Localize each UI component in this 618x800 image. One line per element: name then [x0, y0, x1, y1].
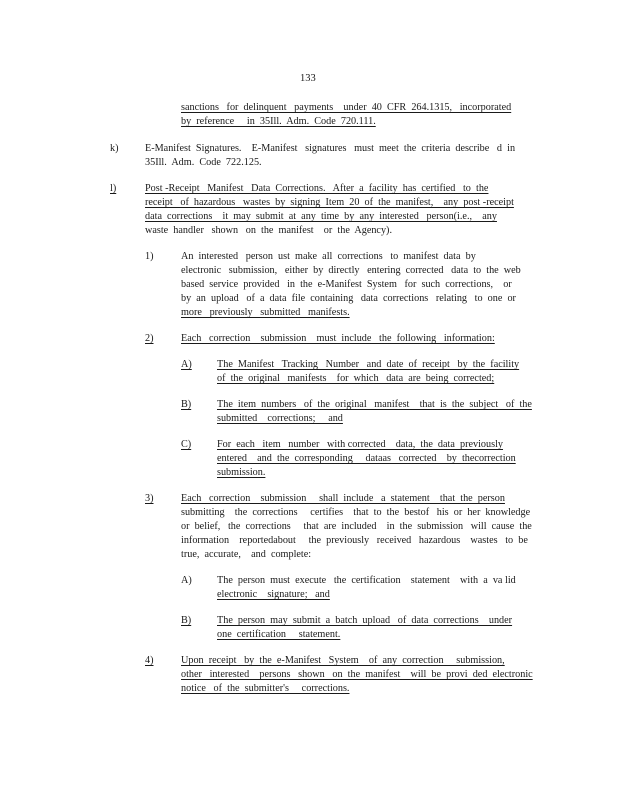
item-4-line: Upon receipt by the e-Manifest System of any correction submission,: [181, 655, 505, 666]
item-2-label: 2): [145, 333, 154, 344]
item-2b-line: The item numbers of the original manifest that is the subject of the: [217, 399, 532, 410]
subsection-k-line: 35Ill. Adm. Code 722.125.: [145, 157, 262, 168]
subsection-k-line: E-Manifest Signatures. E-Manifest signatures must meet the criteria describe d in: [145, 143, 516, 154]
item-3-label: 3): [145, 493, 154, 504]
item-3b-line: The person may submit a batch upload of data corrections under: [217, 615, 513, 626]
item-3-line: true, accurate, and complete:: [181, 549, 312, 560]
item-2c-label: C): [181, 439, 192, 450]
item-4-line: notice of the submitter's corrections.: [181, 683, 350, 694]
item-1-line: An interested person ust make all corrections to manifest data by: [181, 251, 476, 262]
intro-line: sanctions for delinquent payments under 40 CFR 264.1315, incorporated: [181, 102, 512, 113]
item-3-line: information reportedabout the previously received hazardous wastes to be: [181, 535, 528, 546]
item-2a-label: A): [181, 359, 192, 370]
item-3-line: or belief, the corrections that are included in the submission will cause the: [181, 521, 532, 532]
item-1-line: electronic submission, either by directly entering corrected data to the web: [181, 265, 521, 276]
item-3a-label: A): [181, 575, 192, 586]
item-2c-line: submission.: [217, 467, 266, 478]
subsection-l-line: Post -Receipt Manifest Data Corrections. After a facility has certified to the: [145, 183, 489, 194]
item-1-line: more previously submitted manifests.: [181, 307, 350, 318]
item-2a-line: The Manifest Tracking Number and date of receipt by the facility: [217, 359, 520, 370]
item-2c-line: entered and the corresponding dataas corrected by thecorrection: [217, 453, 516, 464]
subsection-k-label: k): [110, 143, 119, 154]
item-1-line: by an upload of a data file containing data corrections relating to one or: [181, 293, 516, 304]
item-4-label: 4): [145, 655, 154, 666]
item-4-line: other interested persons shown on the manifest will be provi ded electronic: [181, 669, 533, 680]
subsection-l-line: data corrections it may submit at any time by any interested person(i.e., any: [145, 211, 497, 222]
item-3a-line: electronic signature; and: [217, 589, 330, 600]
item-2c-line: For each item number with corrected data, the data previously: [217, 439, 504, 450]
item-1-label: 1): [145, 251, 154, 262]
item-2b-line: submitted corrections; and: [217, 413, 343, 424]
subsection-l-line: receipt of hazardous wastes by signing Item 20 of the manifest, any post -receipt: [145, 197, 514, 208]
item-3b-line: one certification statement.: [217, 629, 341, 640]
item-1-line: based service provided in the e-Manifest System for such corrections, or: [181, 279, 512, 290]
item-3a-line: The person must execute the certification statement with a va lid: [217, 575, 516, 586]
item-2a-line: of the original manifests for which data are being corrected;: [217, 373, 495, 384]
item-3b-label: B): [181, 615, 192, 626]
item-2b-label: B): [181, 399, 192, 410]
item-2-line: Each correction submission must include the following information:: [181, 333, 495, 344]
intro-line: by reference in 35Ill. Adm. Code 720.111.: [181, 116, 376, 127]
subsection-l-line: waste handler shown on the manifest or the Agency).: [145, 225, 392, 236]
subsection-l-label: l): [110, 183, 117, 194]
item-3-line: Each correction submission shall include a statement that the person: [181, 493, 505, 504]
page-number: 133: [300, 73, 316, 84]
item-3-line: submitting the corrections certifies that to the bestof his or her knowledge: [181, 507, 531, 518]
